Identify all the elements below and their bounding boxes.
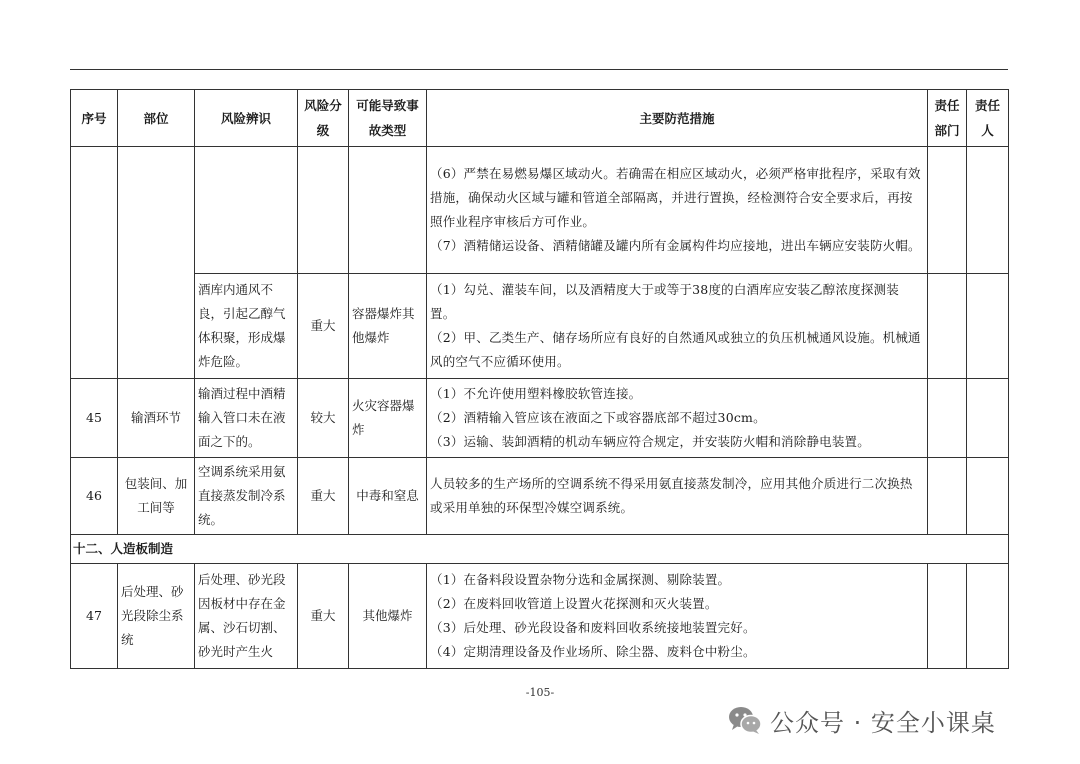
- table-row: [71, 274, 1009, 379]
- measure-item: （4）定期清理设备及作业场所、除尘器、废料仓中粉尘。: [430, 644, 756, 659]
- header-rule: [70, 69, 1008, 70]
- section-row: [71, 535, 1009, 564]
- cell-location: 输酒环节: [118, 379, 195, 458]
- cell-risk: 酒库内通风不良，引起乙醇气体积聚，形成爆炸危险。: [195, 274, 298, 379]
- measure-item: （1）勾兑、灌装车间，以及酒精度大于或等于38度的白酒库应安装乙醇浓度探测装置。: [430, 282, 899, 321]
- header-person: 责任人: [967, 90, 1009, 147]
- header-dept: 责任部门: [928, 90, 967, 147]
- cell-accident: 火灾容器爆炸: [349, 379, 427, 458]
- header-location: 部位: [118, 90, 195, 147]
- cell-measures: [427, 147, 928, 274]
- cell-risk: [195, 147, 298, 274]
- measure-item: （2）在废料回收管道上设置火花探测和灭火装置。: [430, 596, 718, 611]
- risk-table: [70, 89, 1009, 669]
- cell-level: 重大: [298, 564, 349, 669]
- page-number: -105-: [525, 686, 555, 699]
- cell-level: 重大: [298, 458, 349, 535]
- header-accident: 可能导致事故类型: [349, 90, 427, 147]
- cell-no: 47: [71, 564, 118, 669]
- cell-measures: [427, 274, 928, 379]
- cell-risk: 空调系统采用氨直接蒸发制冷系统。: [195, 458, 298, 535]
- cell-accident: 容器爆炸其他爆炸: [349, 274, 427, 379]
- cell-person: [967, 458, 1009, 535]
- cell-person: [967, 147, 1009, 274]
- cell-person: [967, 564, 1009, 669]
- cell-risk: 后处理、砂光段因板材中存在金属、沙石切割、砂光时产生火: [195, 564, 298, 669]
- table-row: [71, 147, 1009, 274]
- watermark-text: 公众号 · 安全小课桌: [770, 708, 996, 737]
- cell-dept: [928, 147, 967, 274]
- cell-dept: [928, 274, 967, 379]
- wechat-icon: [728, 705, 762, 735]
- cell-level: 重大: [298, 274, 349, 379]
- cell-level: 较大: [298, 379, 349, 458]
- cell-measures: [427, 458, 928, 535]
- measure-item: （3）运输、装卸酒精的机动车辆应符合规定，并安装防火帽和消除静电装置。: [430, 434, 870, 449]
- cell-location: 后处理、砂光段除尘系统: [118, 564, 195, 669]
- cell-dept: [928, 379, 967, 458]
- cell-accident: 其他爆炸: [349, 564, 427, 669]
- measure-item: （1）不允许使用塑料橡胶软管连接。: [430, 386, 642, 401]
- cell-location: [118, 147, 195, 379]
- cell-location: 包装间、加工间等: [118, 458, 195, 535]
- table-row: [71, 564, 1009, 669]
- cell-accident: [349, 147, 427, 274]
- header-level: 风险分级: [298, 90, 349, 147]
- measure-item: （6）严禁在易燃易爆区域动火。若确需在相应区域动火，必须严格审批程序，采取有效措施，确保动火区域与罐和管道全部隔离，并进行置换，经检测符合安全要求后，再按照作业程序审核后方可作业。: [430, 166, 921, 229]
- cell-no: [71, 147, 118, 379]
- cell-person: [967, 274, 1009, 379]
- table-row: [71, 379, 1009, 458]
- cell-dept: [928, 458, 967, 535]
- watermark: [728, 700, 996, 740]
- cell-dept: [928, 564, 967, 669]
- cell-measures: [427, 379, 928, 458]
- header-risk: 风险辨识: [195, 90, 298, 147]
- header-measures: 主要防范措施: [427, 90, 928, 147]
- table-header-row: [71, 90, 1009, 147]
- cell-person: [967, 379, 1009, 458]
- measure-item: （1）在备料段设置杂物分选和金属探测、剔除装置。: [430, 572, 731, 587]
- table-row: [71, 458, 1009, 535]
- cell-accident: 中毒和窒息: [349, 458, 427, 535]
- cell-level: [298, 147, 349, 274]
- measure-item: （2）甲、乙类生产、储存场所应有良好的自然通风或独立的负压机械通风设施。机械通风的空气不应循环使用。: [430, 330, 921, 369]
- measure-item: （7）酒精储运设备、酒精储罐及罐内所有金属构件均应接地，进出车辆应安装防火帽。: [430, 238, 921, 253]
- cell-risk: 输酒过程中酒精输入管口未在液面之下的。: [195, 379, 298, 458]
- measure-item: （3）后处理、砂光段设备和废料回收系统接地装置完好。: [430, 620, 756, 635]
- cell-no: 46: [71, 458, 118, 535]
- cell-no: 45: [71, 379, 118, 458]
- measure-item: （2）酒精输入管应该在液面之下或容器底部不超过30cm。: [430, 410, 766, 425]
- header-no: 序号: [71, 90, 118, 147]
- measure-item: 人员较多的生产场所的空调系统不得采用氨直接蒸发制冷，应用其他介质进行二次换热或采用单独的环保型冷媒空调系统。: [430, 476, 913, 515]
- section-title: 十二、人造板制造: [71, 535, 1009, 564]
- cell-measures: [427, 564, 928, 669]
